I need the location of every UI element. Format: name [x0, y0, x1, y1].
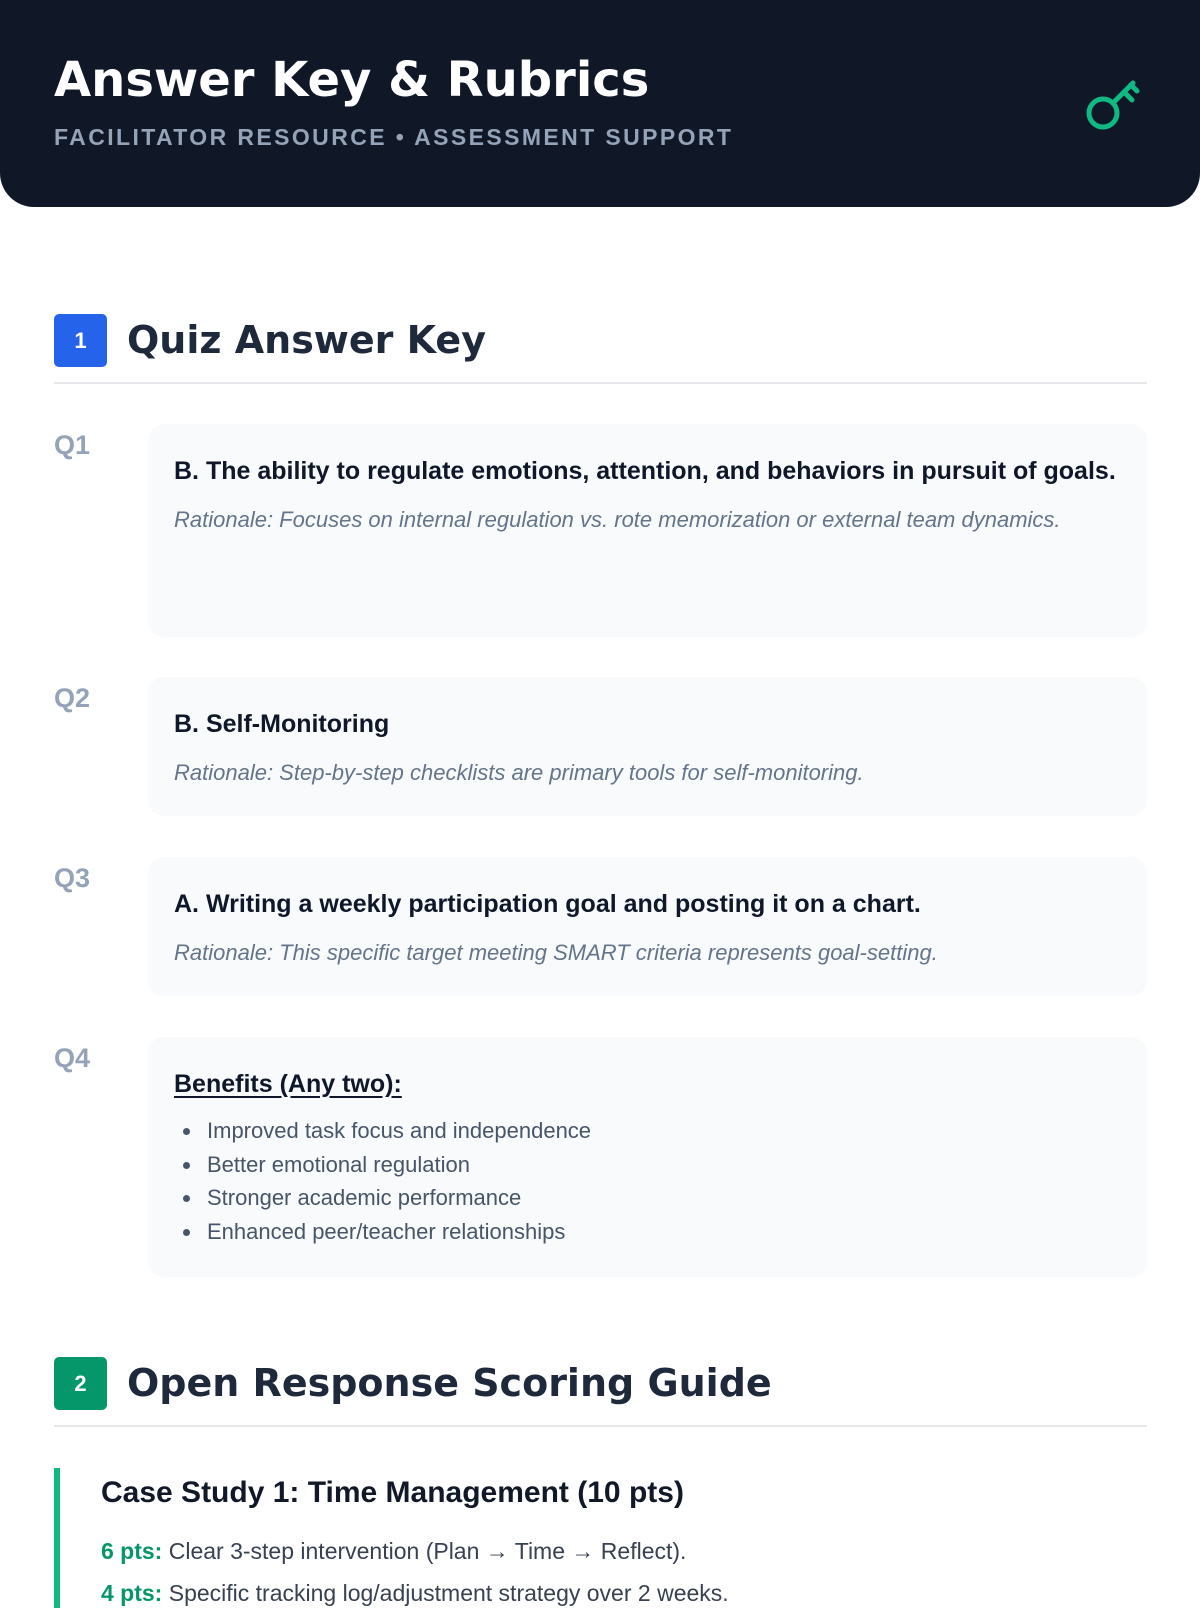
- section-title: Open Response Scoring Guide: [127, 1361, 772, 1405]
- section-number-badge: 2: [54, 1357, 107, 1410]
- list-item: Better emotional regulation: [174, 1148, 1121, 1182]
- question-label: Q4: [54, 1043, 91, 1073]
- question-label: Q3: [54, 863, 91, 893]
- case-study-title: Case Study 1: Time Management (10 pts): [101, 1476, 684, 1509]
- answer-card-q1: [148, 424, 1147, 637]
- answer-text: A. Writing a weekly participation goal and posting it on a chart.: [174, 890, 921, 918]
- section-quiz-answer-key: [54, 314, 1147, 384]
- list-item: Improved task focus and independence: [174, 1114, 1121, 1148]
- answer-card-q4: [148, 1037, 1147, 1277]
- key-icon: [1080, 70, 1146, 136]
- page-header: [0, 0, 1200, 207]
- rationale-text: Rationale: Step-by-step checklists are primary tools for self-monitoring.: [174, 760, 864, 785]
- question-label: Q1: [54, 430, 91, 460]
- criterion-text: Specific tracking log/adjustment strategy over 2 weeks.: [162, 1580, 729, 1606]
- list-item: Stronger academic performance: [174, 1181, 1121, 1215]
- list-item: Enhanced peer/teacher relationships: [174, 1215, 1121, 1249]
- question-label: Q2: [54, 683, 91, 713]
- scoring-criterion: [101, 1530, 1147, 1572]
- benefits-list: [174, 1114, 1121, 1248]
- answer-card-q2: [148, 677, 1147, 816]
- answer-text: B. Self-Monitoring: [174, 710, 390, 738]
- page-subtitle: FACILITATOR RESOURCE • ASSESSMENT SUPPORT: [54, 124, 734, 150]
- scoring-criterion: [101, 1572, 1147, 1614]
- section-title: Quiz Answer Key: [127, 318, 486, 362]
- answer-text: B. The ability to regulate emotions, attention, and behaviors in pursuit of goals.: [174, 457, 1116, 485]
- rationale-text: Rationale: Focuses on internal regulation vs. rote memorization or external team dynamics.: [174, 507, 1061, 532]
- answer-card-q3: [148, 857, 1147, 996]
- page-title: Answer Key & Rubrics: [54, 52, 650, 108]
- section-open-response-scoring: [54, 1357, 1147, 1427]
- section-number-badge: 1: [54, 314, 107, 367]
- points-label: 6 pts:: [101, 1538, 163, 1564]
- points-label: 4 pts:: [101, 1580, 163, 1606]
- rationale-text: Rationale: This specific target meeting SMART criteria represents goal-setting.: [174, 940, 938, 965]
- criterion-text: Clear 3-step intervention (Plan → Time → Reflect).: [162, 1538, 687, 1564]
- benefits-title: Benefits (Any two):: [174, 1070, 402, 1098]
- case-study-1: [54, 1468, 1147, 1608]
